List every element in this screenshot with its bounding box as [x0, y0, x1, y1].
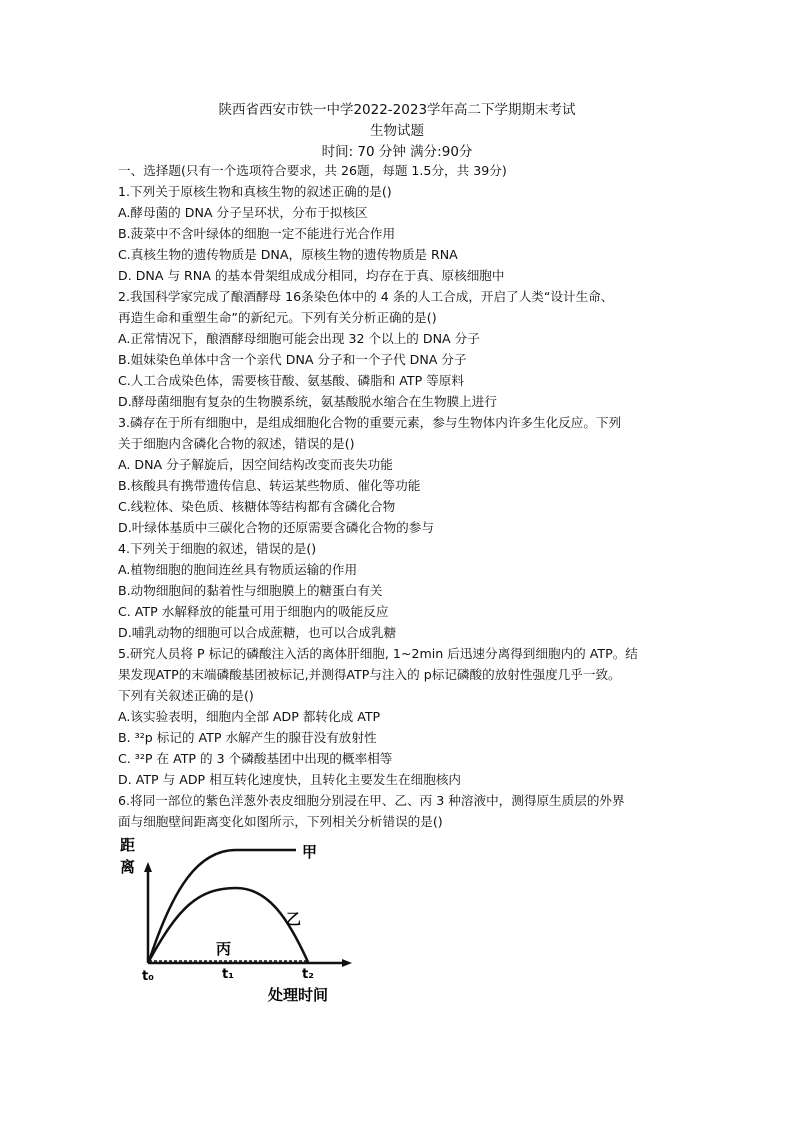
exam-title: 陕西省西安市铁一中学2022-2023学年高二下学期期末考试	[218, 102, 576, 118]
y-axis-label-char-2: 离	[120, 858, 136, 876]
question-1-option-d: D. DNA 与 RNA 的基本骨架组成成分相同，均存在于真、原核细胞中	[118, 268, 505, 283]
y-axis-arrow	[144, 862, 152, 872]
x-axis-arrow	[342, 959, 352, 967]
exam-meta: 时间: 70 分钟 满分:90分	[321, 144, 473, 160]
question-3-option-d: D.叶绿体基质中三碳化合物的还原需要含磷化合物的参与	[118, 520, 434, 535]
question-2-option-d: D.酵母菌细胞有复杂的生物膜系统，氨基酸脱水缩合在生物膜上进行	[118, 394, 497, 409]
question-5-stem-line-3: 下列有关叙述正确的是()	[118, 688, 254, 703]
question-3-option-a: A. DNA 分子解旋后，因空间结构改变而丧失功能	[118, 457, 393, 472]
question-2-stem-line-2: 再造生命和重塑生命”的新纪元。下列有关分析正确的是()	[118, 310, 437, 325]
curve-label-bing: 丙	[216, 940, 232, 958]
question-6-stem-line-2: 面与细胞壁间距离变化如图所示，下列相关分析错误的是()	[118, 814, 443, 829]
question-5-stem-line-1: 5.研究人员将 P 标记的磷酸注入活的离体肝细胞, 1~2min 后迅速分离得到细胞内的 ATP。结	[118, 646, 638, 661]
question-5-option-c: C. ³²P 在 ATP 的 3 个磷酸基团中出现的概率相等	[118, 751, 393, 766]
question-2-option-a: A.正常情况下，酿酒酵母细胞可能会出现 32 个以上的 DNA 分子	[118, 331, 480, 346]
section-heading: 一、选择题(只有一个选项符合要求，共 26题，每题 1.5分，共 39分)	[118, 163, 507, 178]
question-4-stem: 4.下列关于细胞的叙述，错误的是()	[118, 541, 317, 556]
question-2-option-b: B.姐妹染色单体中含一个亲代 DNA 分子和一个子代 DNA 分子	[118, 352, 467, 367]
curve-label-jia: 甲	[302, 843, 318, 861]
question-1-option-c: C.真核生物的遗传物质是 DNA，原核生物的遗传物质是 RNA	[118, 247, 458, 262]
exam-subject: 生物试题	[370, 123, 424, 139]
question-3-stem-line-1: 3.磷存在于所有细胞中，是组成细胞化合物的重要元素，参与生物体内许多生化反应。下列	[118, 415, 622, 430]
curve-label-yi: 乙	[286, 910, 302, 928]
question-4-option-a: A.植物细胞的胞间连丝具有物质运输的作用	[118, 562, 358, 577]
question-1-option-b: B.菠菜中不含叶绿体的细胞一定不能进行光合作用	[118, 226, 396, 241]
question-3-option-c: C.线粒体、染色质、核糖体等结构都有含磷化合物	[118, 499, 396, 514]
question-5-option-d: D. ATP 与 ADP 相互转化速度快，且转化主要发生在细胞核内	[118, 772, 462, 787]
question-list	[118, 160, 678, 832]
question-4-option-b: B.动物细胞间的黏着性与细胞膜上的糖蛋白有关	[118, 583, 383, 598]
question-2-stem-line-1: 2.我国科学家完成了酿酒酵母 16条染色体中的 4 条的人工合成，开启了人类“设计生命、	[118, 289, 614, 304]
tick-t2: t₂	[302, 967, 314, 982]
question-4-option-c: C. ATP 水解释放的能量可用于细胞内的吸能反应	[118, 604, 389, 619]
question-6-stem-line-1: 6.将同一部位的紫色洋葱外表皮细胞分别浸在甲、乙、丙 3 种溶液中，测得原生质层的外界	[118, 793, 625, 808]
question-5-option-a: A.该实验表明，细胞内全部 ADP 都转化成 ATP	[118, 709, 381, 724]
question-3-option-b: B.核酸具有携带遗传信息、转运某些物质、催化等功能	[118, 478, 421, 493]
question-5-option-b: B. ³²p 标记的 ATP 水解产生的腺苷没有放射性	[118, 730, 377, 745]
tick-t1: t₁	[222, 967, 234, 982]
x-axis-label: 处理时间	[268, 986, 329, 1004]
question-1-stem: 1.下列关于原核生物和真核生物的叙述正确的是()	[118, 184, 392, 199]
distance-time-figure	[118, 828, 358, 1008]
question-1-option-a: A.酵母菌的 DNA 分子呈环状，分布于拟核区	[118, 205, 368, 220]
tick-t0: t₀	[142, 969, 154, 984]
question-2-option-c: C.人工合成染色体，需要核苷酸、氨基酸、磷脂和 ATP 等原料	[118, 373, 464, 388]
question-3-stem-line-2: 关于细胞内含磷化合物的叙述，错误的是()	[118, 436, 355, 451]
y-axis-label-char-1: 距	[120, 836, 136, 854]
question-4-option-d: D.哺乳动物的细胞可以合成蔗糖，也可以合成乳糖	[118, 625, 397, 640]
question-5-stem-line-2: 果发现ATP的末端磷酸基团被标记,并测得ATP与注入的 p标记磷酸的放射性强度几乎一致。	[118, 667, 621, 682]
